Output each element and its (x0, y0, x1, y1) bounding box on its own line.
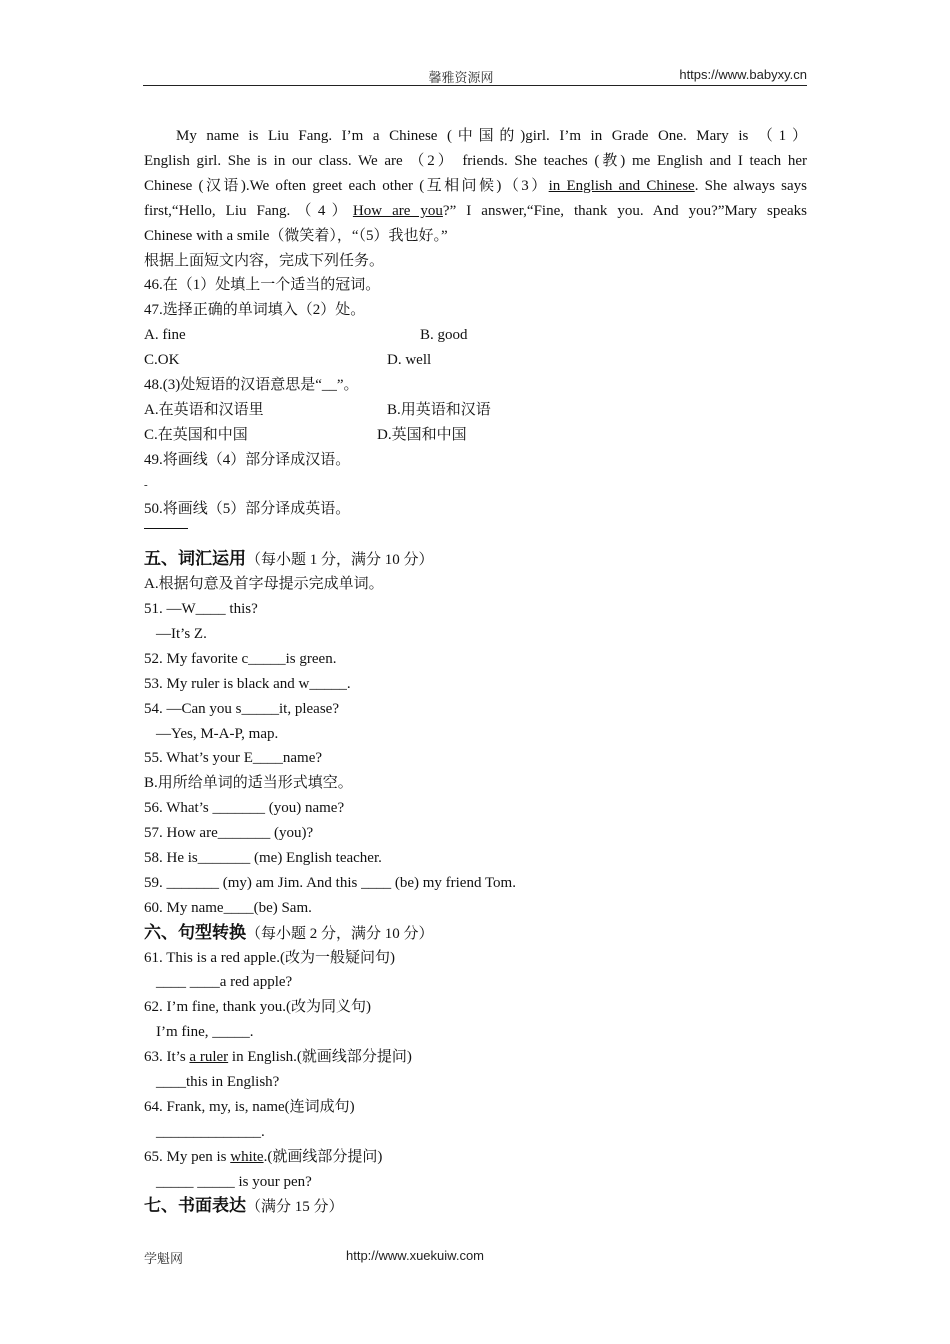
answer-65: _____ _____ is your pen? (156, 1173, 312, 1190)
section-5-part-b: B.用所给单词的适当形式填空。 (144, 775, 353, 792)
passage-line: Chinese with a smile（微笑着），“（5）我也好。” (144, 227, 448, 244)
header-divider (143, 85, 807, 86)
reading-passage (144, 124, 807, 249)
header-site-name: 馨雅资源网 (428, 70, 494, 85)
option-d: D. well (387, 352, 432, 369)
option-b: B. good (420, 327, 468, 344)
underlined-phrase-3: in English and Chinese (548, 177, 695, 194)
section-note: （每小题 1 分，满分 10 分） (246, 552, 434, 569)
answer-64: ______________. (156, 1123, 265, 1140)
question-60: 60. My name____(be) Sam. (144, 899, 312, 916)
question-64: 64. Frank, my, is, name(连词成句) (144, 1098, 355, 1115)
question-61: 61. This is a red apple.(改为一般疑问句) (144, 949, 395, 966)
question-50: 50.将画线（5）部分译成英语。 (144, 501, 351, 518)
underlined-phrase: a ruler (189, 1049, 229, 1066)
question-47-options-row2 (144, 348, 807, 373)
question-48-options-row1 (144, 398, 807, 423)
question-47: 47.选择正确的单词填入（2）处。 (144, 302, 366, 319)
question-51-reply: —It’s Z. (156, 625, 207, 642)
section-title: 七、书面表达 (144, 1196, 246, 1217)
option-d: D.英国和中国 (377, 426, 467, 443)
footer-site-name: 学魁网 (144, 1251, 184, 1266)
section-6-heading (144, 921, 807, 946)
question-48: 48.(3)处短语的汉语意思是“__”。 (144, 376, 359, 393)
section-title: 六、句型转换 (144, 922, 246, 943)
question-62: 62. I’m fine, thank you.(改为同义句) (144, 999, 372, 1016)
worksheet-content (144, 124, 807, 1219)
underlined-phrase: white (230, 1148, 264, 1165)
option-c: C.OK (144, 352, 180, 369)
question-56: 56. What’s _______ (you) name? (144, 800, 345, 817)
answer-63: ____this in English? (156, 1074, 280, 1091)
answer-line-50 (144, 522, 807, 534)
section-5-heading (144, 547, 807, 572)
option-c: C.在英国和中国 (144, 426, 248, 443)
option-a: A. fine (144, 327, 186, 344)
question-52: 52. My favorite c_____is green. (144, 650, 337, 667)
section-7-heading (144, 1194, 807, 1219)
answer-rule (144, 528, 188, 529)
section-title: 五、词汇运用 (144, 549, 246, 570)
question-53: 53. My ruler is black and w_____. (144, 675, 351, 692)
question-54-reply: —Yes, M-A-P, map. (156, 725, 279, 742)
section-5-part-a: A.根据句意及首字母提示完成单词。 (144, 576, 384, 593)
passage-instruction: 根据上面短文内容，完成下列任务。 (144, 252, 385, 269)
question-51: 51. —W____ this? (144, 601, 258, 618)
question-63: 63. It’s a ruler in English.(就画线部分提问) (144, 1049, 412, 1066)
question-59: 59. _______ (my) am Jim. And this ____ (be) my friend Tom. (144, 874, 516, 891)
question-57: 57. How are_______ (you)? (144, 825, 314, 842)
question-54: 54. —Can you s_____it, please? (144, 700, 339, 717)
passage-line: first,“Hello, Liu Fang.（4）How are you?” I answer,“Fine, thank you. And you?”Mary speaks (144, 202, 807, 219)
question-55: 55. What’s your E____name? (144, 750, 323, 767)
underlined-phrase-4: How are you (352, 202, 443, 219)
option-b: B.用英语和汉语 (387, 401, 491, 418)
header-url[interactable]: https://www.babyxy.cn (679, 67, 807, 82)
section-note: （每小题 2 分，满分 10 分） (246, 925, 434, 942)
question-47-options-row1 (144, 323, 807, 348)
section-note: （满分 15 分） (246, 1199, 344, 1216)
answer-61: ____ ____a red apple? (156, 974, 293, 991)
question-65: 65. My pen is white.(就画线部分提问) (144, 1148, 383, 1165)
footer-url[interactable]: http://www.xuekuiw.com (346, 1248, 484, 1263)
question-49: 49.将画线（4）部分译成汉语。 (144, 451, 351, 468)
option-a: A.在英语和汉语里 (144, 401, 264, 418)
question-48-options-row2 (144, 423, 807, 448)
question-58: 58. He is_______ (me) English teacher. (144, 850, 382, 866)
question-46: 46.在（1）处填上一个适当的冠词。 (144, 277, 381, 294)
answer-62: I’m fine, _____. (156, 1024, 254, 1041)
answer-line-49: - (144, 478, 148, 491)
passage-line: My name is Liu Fang. I’m a Chinese (中国的)girl. I’m in Grade One. Mary is （1） (176, 128, 807, 144)
passage-line: Chinese (汉语).We often greet each other (互相问候)（3）in English and Chinese. She always says (144, 177, 807, 194)
spacer (144, 534, 807, 547)
passage-line: English girl. She is in our class. We are （2） friends. She teaches (教) me English and I teach her (144, 152, 807, 169)
